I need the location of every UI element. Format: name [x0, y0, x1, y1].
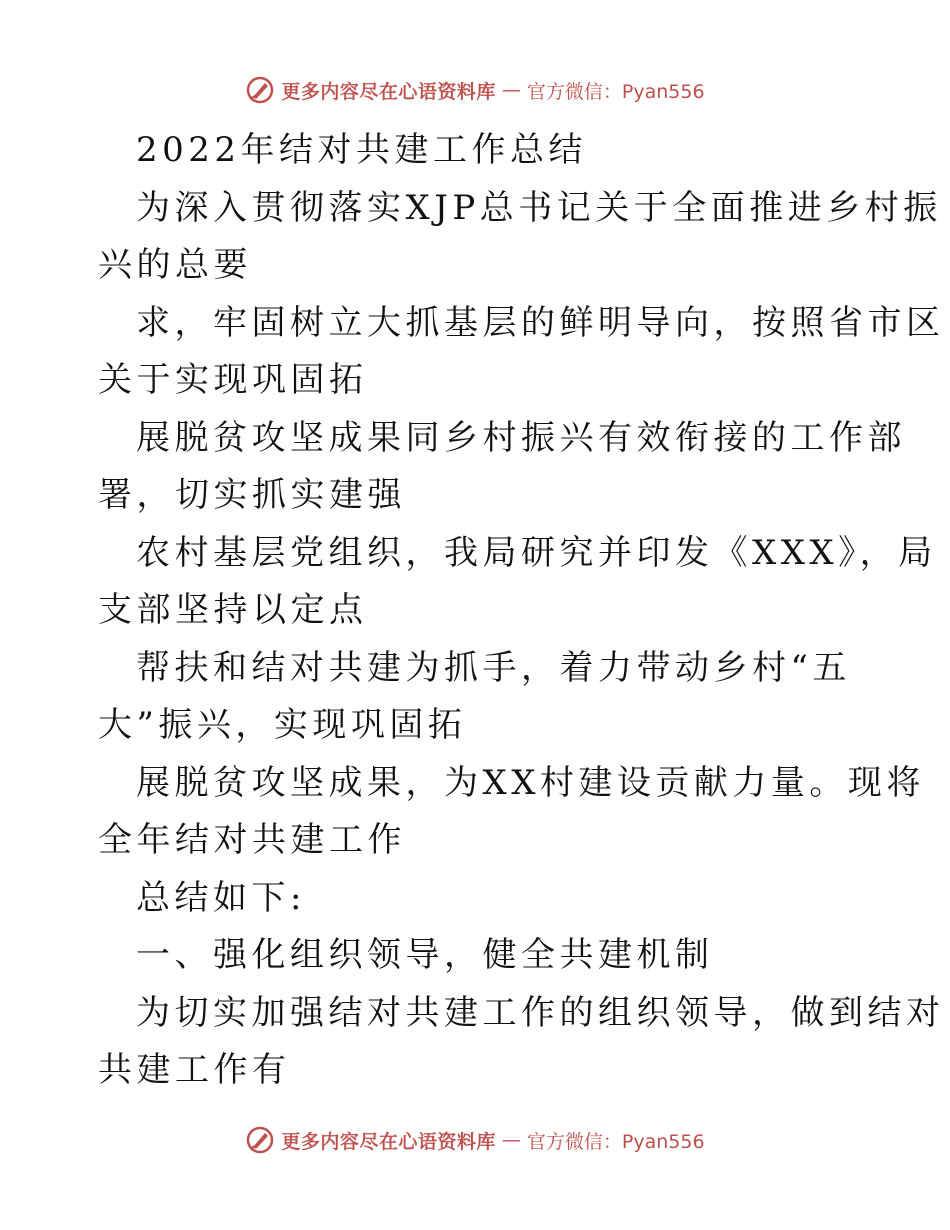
text-line: 2022年结对共建工作总结 [136, 130, 588, 170]
watermark-text: 更多内容尽在心语资料库 [281, 80, 496, 103]
quill-logo-icon [245, 75, 275, 105]
header-watermark [0, 70, 950, 110]
text-line: 求，牢固树立大抓基层的鲜明导向，按照省市区 [136, 302, 945, 343]
watermark-text: 更多内容尽在心语资料库 [281, 1130, 496, 1153]
text-line: 全年结对共建工作 [98, 820, 406, 860]
text-line: 大”振兴，实现巩固拓 [98, 705, 467, 745]
text-line: 帮扶和结对共建为抓手，着力带动乡村“五 [136, 647, 851, 688]
watermark-dash: — [501, 1129, 521, 1151]
text-line: 为深入贯彻落实XJP总书记关于全面推进乡村振 [136, 187, 942, 228]
text-line: 总结如下: [136, 877, 306, 918]
document-body [98, 122, 945, 1100]
text-line: 署，切实抓实建强 [98, 475, 406, 515]
quill-logo-icon [245, 1125, 275, 1155]
text-line: 兴的总要 [98, 245, 252, 285]
text-line: 为切实加强结对共建工作的组织领导，做到结对 [136, 992, 945, 1033]
text-line: 一、强化组织领导，健全共建机制 [136, 935, 714, 975]
text-line: 支部坚持以定点 [98, 590, 368, 630]
watermark-dash: — [501, 79, 521, 101]
text-line: 关于实现巩固拓 [98, 360, 368, 400]
text-line: 共建工作有 [98, 1050, 291, 1090]
footer-watermark [0, 1120, 950, 1160]
text-line: 展脱贫攻坚成果，为XX村建设贡献力量。现将 [136, 762, 925, 803]
watermark-wechat: 官方微信：Pyan556 [526, 1130, 705, 1153]
text-line: 农村基层党组织，我局研究并印发《XXX》，局 [136, 532, 937, 573]
text-line: 展脱贫攻坚成果同乡村振兴有效衔接的工作部 [136, 417, 906, 458]
watermark-wechat: 官方微信：Pyan556 [526, 80, 705, 103]
